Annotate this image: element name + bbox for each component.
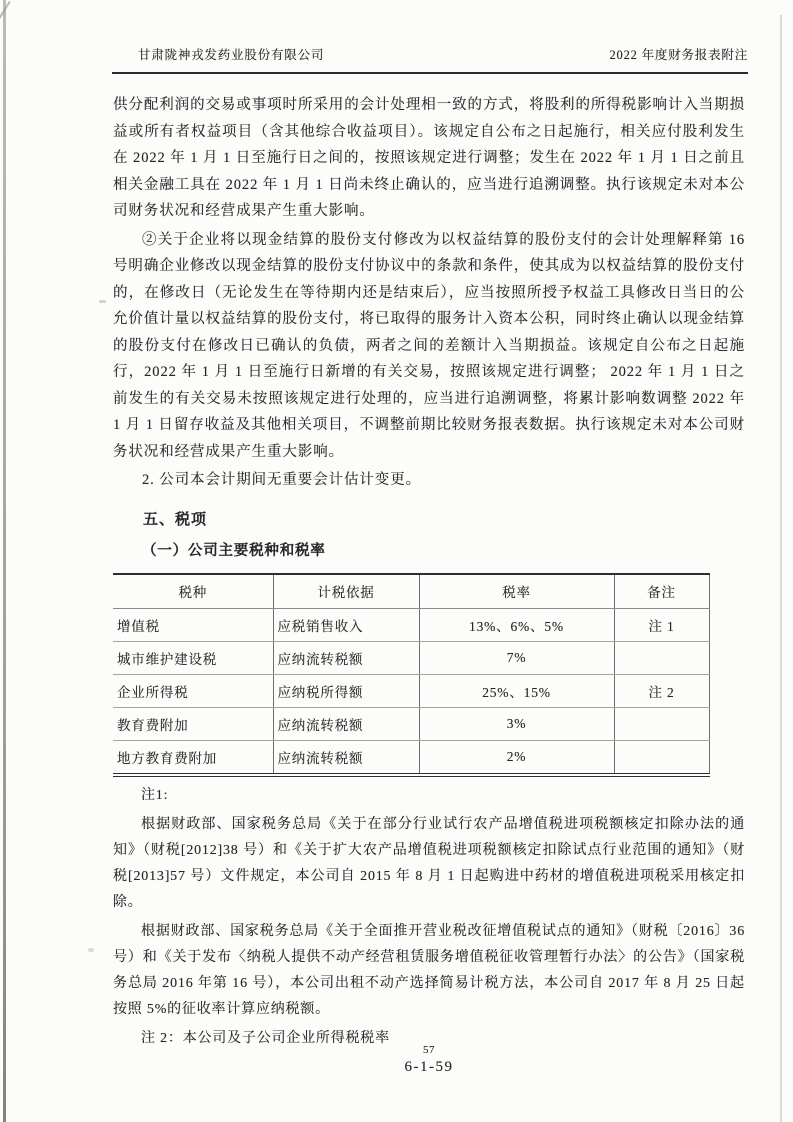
cell-tax-rate: 2%: [419, 740, 614, 775]
page-header: [112, 45, 748, 74]
cell-remark: [614, 707, 709, 740]
document-page-code: 6-1-59: [404, 1059, 454, 1075]
cell-tax-type: 增值税: [113, 608, 273, 641]
cell-tax-basis: 应纳流转税额: [273, 740, 419, 775]
cell-remark: [614, 641, 709, 674]
cell-tax-type: 企业所得税: [113, 674, 273, 707]
paragraph-share-payment: ②关于企业将以现金结算的股份支付修改为以权益结算的股份支付的会计处理解释第 16 号明确企业修改以现金结算的股份支付协议中的条款和条件，使其成为以权益结算的股份支付的，在修改日（无论发生在等待期内还是结束后），应当按照所授予权益工具修改日当日的公允价值计量以权益结算的股份支付，将已取得的服务计入资本公积，同时终止确认以现金结算的股份支付在修改日已确认的负债，两者之间的差额计入当期损益。该规定自公布之日起施行，2022 年 1 月 1 日至施行日新增的有关交易，按照该规定进行调整； 2022 年 1 月 1 日之前发生的有关交易未按照该规定进行处理的，应当进行追溯调整，将累计影响数调整 2022 年 1 月 1 日留存收益及其他相关项目，不调整前期比较财务报表数据。执行该规定未对本公司财务状况和经营成果产生重大影响。: [113, 231, 745, 460]
cell-tax-basis: 应纳流转税额: [273, 707, 419, 740]
scan-smudge: [99, 300, 106, 303]
scan-edge-right: [780, 15, 782, 1122]
cell-tax-basis: 应税销售收入: [273, 608, 419, 641]
paragraph-continuation: 供分配利润的交易或事项时所采用的会计处理相一致的方式，将股利的所得税影响计入当期损益或所有者权益项目（含其他综合收益项目）。该规定自公布之日起施行，相关应付股利发生在 2022 年 1 月 1 日至施行日之间的，按照该规定进行调整；发生在 2022 年 1 月 1 日之前且相关金融工具在 2022 年 1 月 1 日尚未终止确认的，应当进行追溯调整。执行该规定未对本公司财务状况和经营成果产生重大影响。: [113, 97, 745, 219]
cell-tax-rate: 3%: [419, 707, 614, 740]
page-footer: [113, 1043, 745, 1077]
table-row: [113, 740, 709, 775]
table-header-row: [113, 574, 709, 609]
note2-heading: 注 2：本公司及子公司企业所得税税率: [141, 1030, 390, 1046]
cell-tax-type: 教育费附加: [113, 707, 273, 740]
col-header-tax-type: 税种: [113, 574, 273, 609]
cell-tax-rate: 25%、15%: [419, 674, 614, 707]
note1-label: 注1:: [141, 787, 169, 803]
tax-rate-table: [113, 573, 710, 777]
table-row: [113, 674, 709, 707]
cell-remark: 注 2: [614, 674, 709, 707]
paragraph-estimate-change: 2. 公司本会计期间无重要会计估计变更。: [142, 472, 421, 488]
scan-smudge: [88, 948, 94, 952]
table-row: [113, 707, 709, 740]
cell-tax-type: 地方教育费附加: [113, 740, 273, 775]
cell-tax-rate: 13%、6%、5%: [419, 608, 614, 641]
col-header-tax-rate: 税率: [419, 574, 614, 609]
cell-tax-basis: 应纳流转税额: [273, 641, 419, 674]
cell-tax-basis: 应纳税所得额: [273, 674, 419, 707]
table-row: [113, 641, 709, 674]
cell-remark: [614, 740, 709, 775]
notes-section: [113, 783, 745, 1052]
col-header-tax-basis: 计税依据: [273, 574, 419, 609]
company-name: 甘肃陇神戎发药业股份有限公司: [138, 48, 325, 62]
page-number: 57: [423, 1044, 435, 1056]
cell-tax-type: 城市维护建设税: [113, 641, 273, 674]
scan-edge-left: [3, 0, 6, 1122]
subsection-heading-tax-rates: （一）公司主要税种和税率: [142, 542, 326, 559]
note1-paragraph-2: 根据财政部、国家税务总局《关于全面推开营业税改征增值税试点的通知》（财税〔2016〕36 号）和《关于发布〈纳税人提供不动产经营租赁服务增值税征收管理暂行办法〉的公告》（国家税务总局 2016 年第 16 号），本公司出租不动产选择简易计税方法，本公司自 2017 年 8 月 25 日起按照 5%的征收率计算应纳税额。: [113, 923, 745, 1017]
cell-remark: 注 1: [614, 608, 709, 641]
note1-paragraph-1: 根据财政部、国家税务总局《关于在部分行业试行农产品增值税进项税额核定扣除办法的通知》（财税[2012]38 号）和《关于扩大农产品增值税进项税额核定扣除试点行业范围的通知》（财税[2013]57 号）文件规定，本公司自 2015 年 8 月 1 日起购进中药材的增值税进项税采用核定扣除。: [113, 816, 745, 910]
col-header-remark: 备注: [614, 574, 709, 609]
table-row: [113, 608, 709, 641]
page-body: [113, 92, 745, 1055]
section-heading-taxes: 五、税项: [143, 511, 208, 528]
cell-tax-rate: 7%: [419, 641, 614, 674]
report-title: 2022 年度财务报表附注: [609, 48, 748, 62]
